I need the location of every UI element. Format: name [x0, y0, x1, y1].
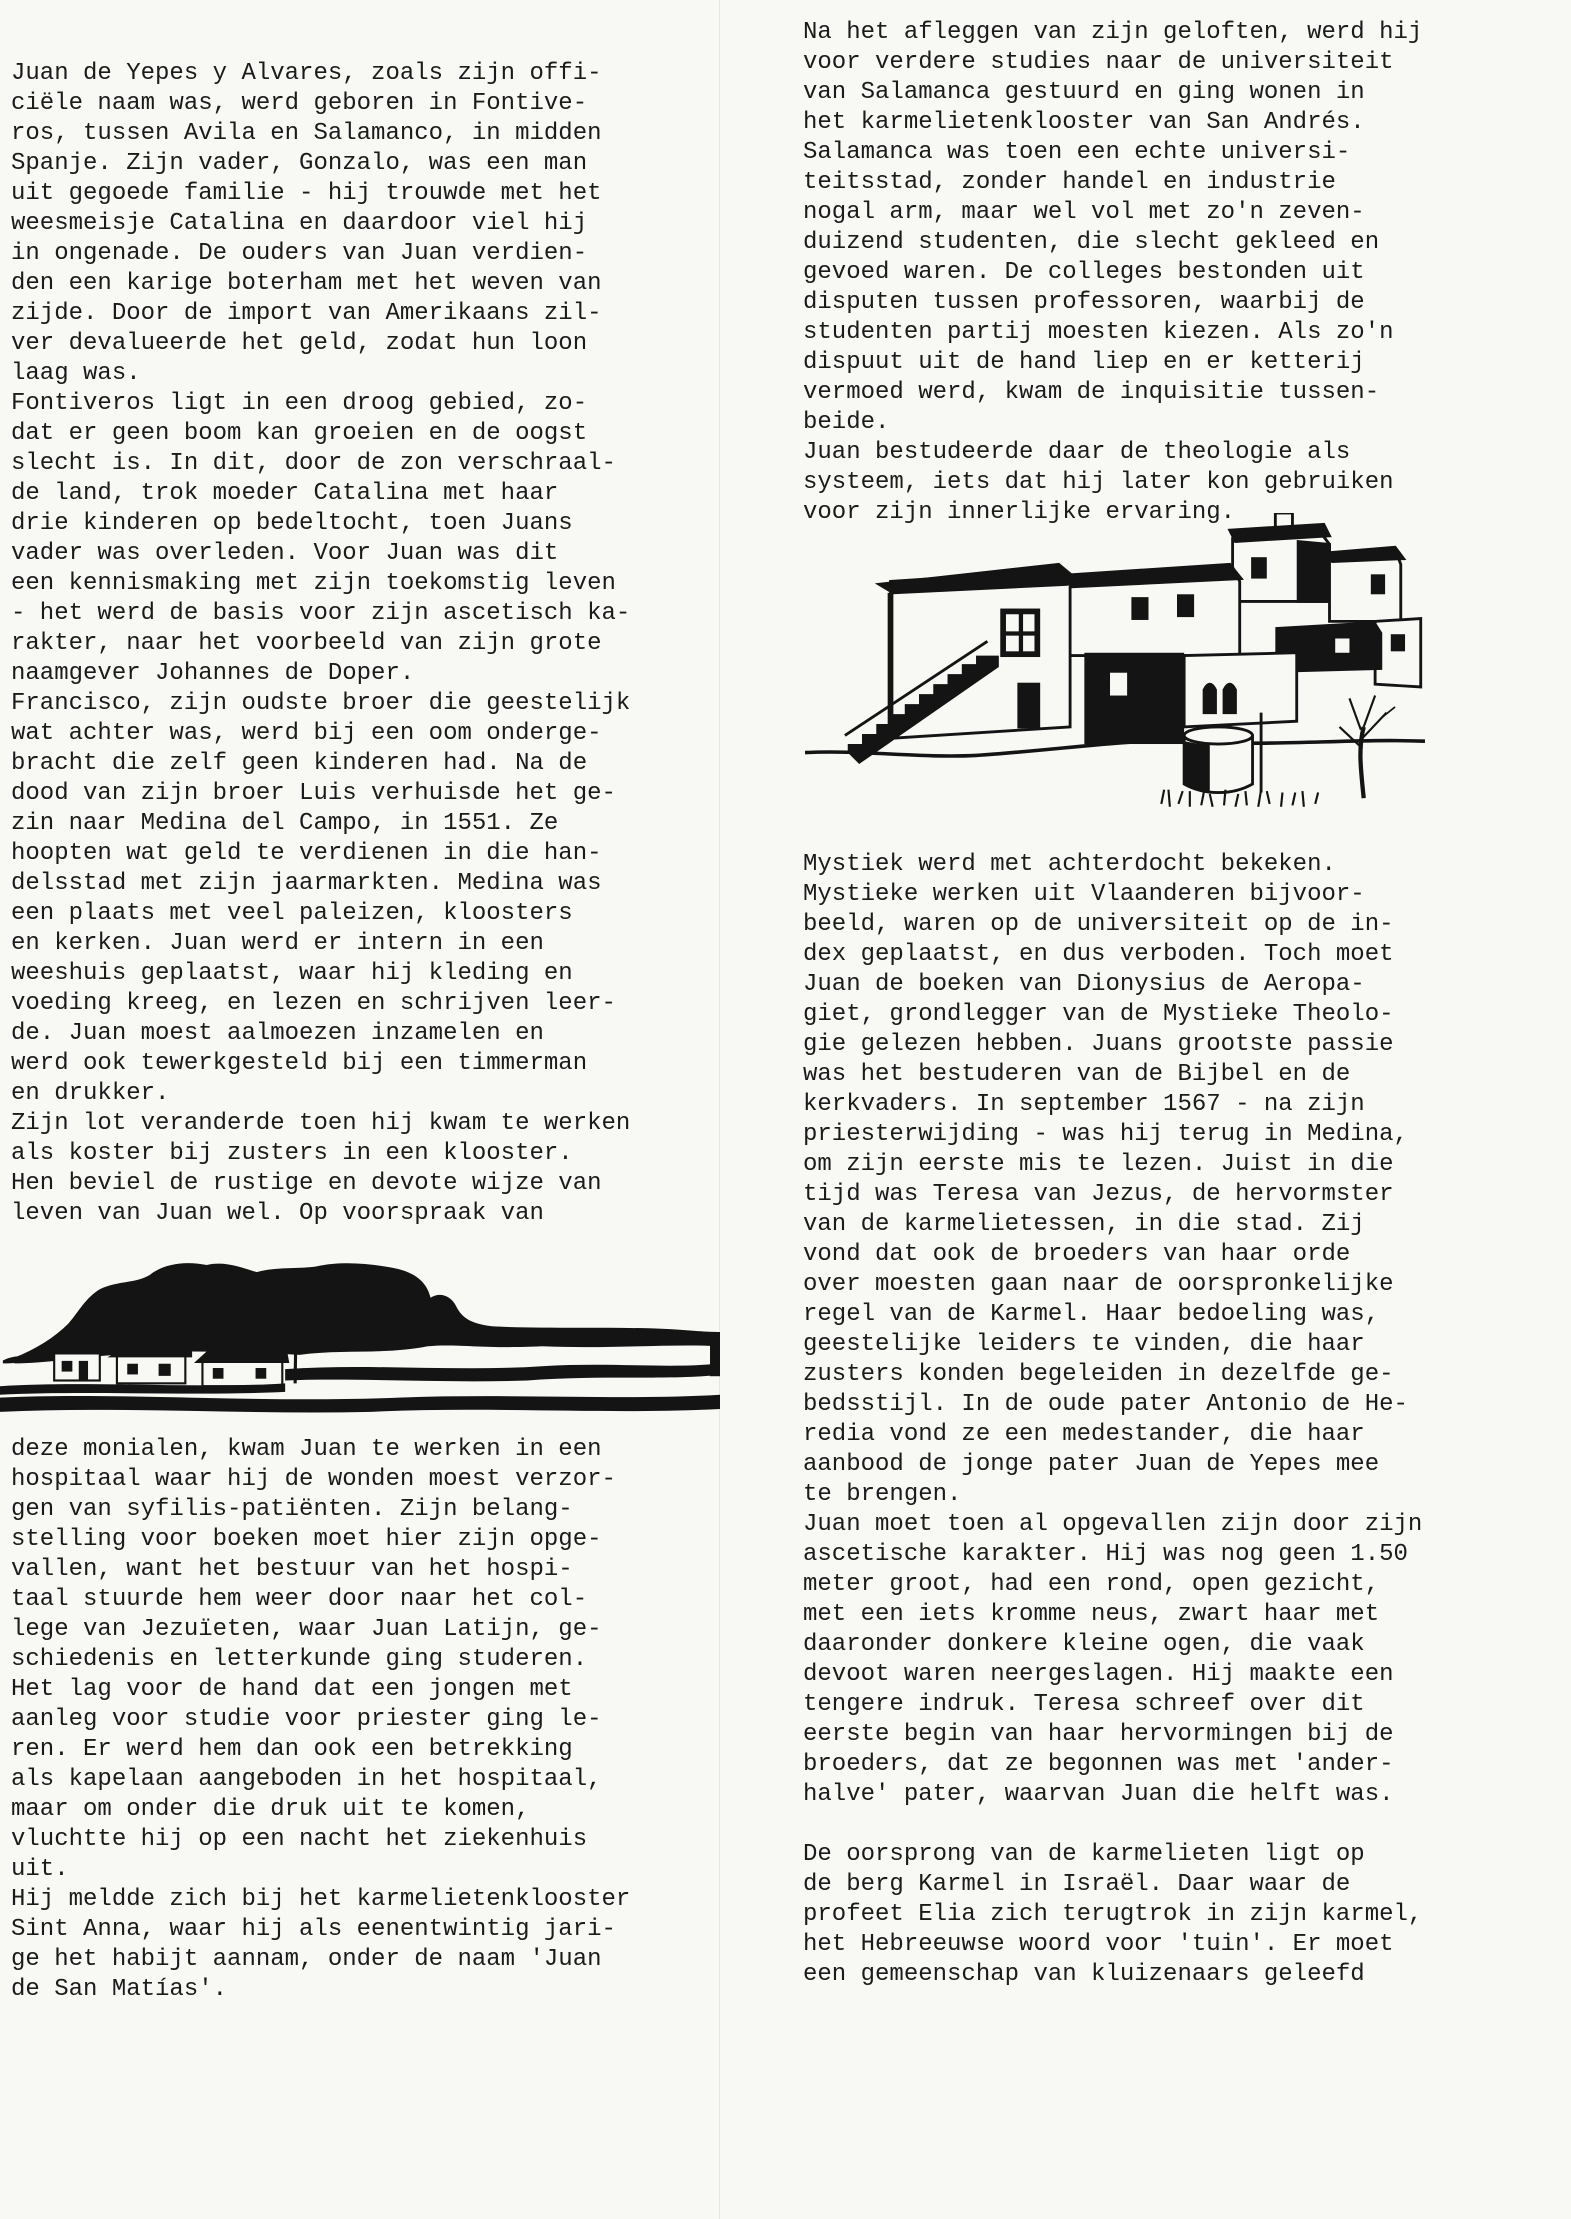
ground-line: [805, 741, 1425, 756]
page-fold-line: [719, 0, 720, 2219]
right-column-line: geestelijke leiders te vinden, die haar: [803, 1331, 1365, 1358]
right-column-line: was het bestuderen van de Bijbel en de: [803, 1061, 1351, 1088]
right-column-line: eerste begin van haar hervormingen bij de: [803, 1721, 1394, 1748]
right-column-line: regel van de Karmel. Haar bedoeling was,: [803, 1301, 1380, 1328]
right-column-line: ascetische karakter. Hij was nog geen 1.50: [803, 1541, 1408, 1568]
village-landscape-illustration: [0, 1255, 720, 1419]
right-column-line: systeem, iets dat hij later kon gebruiken: [803, 469, 1394, 496]
right-column-line: aanbood de jonge pater Juan de Yepes mee: [803, 1451, 1380, 1478]
left-column-line: Sint Anna, waar hij als eenentwintig jari-: [11, 1916, 616, 1943]
left-column-line: uit.: [11, 1856, 69, 1883]
right-column-line: de berg Karmel in Israël. Daar waar de: [803, 1871, 1351, 1898]
right-column-line: tengere indruk. Teresa schreef over dit: [803, 1691, 1365, 1718]
left-column-line: bracht die zelf geen kinderen had. Na de: [11, 750, 588, 777]
right-column-line: vermoed werd, kwam de inquisitie tussen-: [803, 379, 1380, 406]
right-column-line: Juan de boeken van Dionysius de Aeropa-: [803, 971, 1365, 998]
arched-building: [1184, 653, 1297, 727]
right-column-line: De oorsprong van de karmelieten ligt op: [803, 1841, 1365, 1868]
left-column-line: schiedenis en letterkunde ging studeren.: [11, 1646, 588, 1673]
left-column-line: ren. Er werd hem dan ook een betrekking: [11, 1736, 573, 1763]
right-column-line: van de karmelietessen, in die stad. Zij: [803, 1211, 1365, 1238]
right-column-line: om zijn eerste mis te lezen. Juist in die: [803, 1151, 1394, 1178]
left-column-line: wat achter was, werd bij een oom onderge-: [11, 720, 602, 747]
right-column-line: teitsstad, zonder handel en industrie: [803, 169, 1336, 196]
hill-silhouette: [3, 1263, 720, 1363]
right-column-line: kerkvaders. In september 1567 - na zijn: [803, 1091, 1365, 1118]
right-column-middle-text: [803, 850, 1422, 1810]
grass-tufts: [1161, 790, 1318, 807]
left-column-line: lege van Jezuïeten, waar Juan Latijn, ge-: [11, 1616, 602, 1643]
bare-tree: [1339, 696, 1395, 799]
right-column-line: voor verdere studies naar de universiteit: [803, 49, 1394, 76]
left-column-line: rakter, naar het voorbeeld van zijn grote: [11, 630, 602, 657]
left-column-line: vader was overleden. Voor Juan was dit: [11, 540, 559, 567]
left-column-line: ciële naam was, werd geboren in Fontive-: [11, 90, 588, 117]
left-column-line: leven van Juan wel. Op voorspraak van: [11, 1200, 544, 1227]
left-column-line: Het lag voor de hand dat een jongen met: [11, 1676, 573, 1703]
left-column-line: Juan de Yepes y Alvares, zoals zijn offi-: [11, 60, 602, 87]
right-column-line: het Hebreeuwse woord voor 'tuin'. Er moet: [803, 1931, 1394, 1958]
right-column-line: broeders, dat ze begonnen was met 'ander-: [803, 1751, 1394, 1778]
left-column-line: aanleg voor studie voor priester ging le-: [11, 1706, 602, 1733]
right-column-bottom-text: [803, 1840, 1422, 1990]
left-column-line: hospitaal waar hij de wonden moest verzor-: [11, 1466, 616, 1493]
left-column-line: en kerken. Juan werd er intern in een: [11, 930, 544, 957]
left-column-line: ros, tussen Avila en Salamanco, in midden: [11, 120, 602, 147]
right-column-line: van Salamanca gestuurd en ging wonen in: [803, 79, 1365, 106]
right-column-line: redia vond ze een medestander, die haar: [803, 1421, 1365, 1448]
left-column-line: een plaats met veel paleizen, kloosters: [11, 900, 573, 927]
left-column-line: een kennismaking met zijn toekomstig leven: [11, 570, 616, 597]
left-column-line: maar om onder die druk uit te komen,: [11, 1796, 530, 1823]
left-column-line: Francisco, zijn oudste broer die geestelijk: [11, 690, 631, 717]
right-column-line: giet, grondlegger van de Mystieke Theolo-: [803, 1001, 1394, 1028]
right-column-line: Salamanca was toen een echte universi-: [803, 139, 1351, 166]
right-column-line: voor zijn innerlijke ervaring.: [803, 499, 1236, 526]
left-column-line: uit gegoede familie - hij trouwde met het: [11, 180, 602, 207]
right-column-line: zusters konden begeleiden in dezelfde ge-: [803, 1361, 1394, 1388]
left-column-line: vallen, want het bestuur van het hospi-: [11, 1556, 573, 1583]
left-column-line: gen van syfilis-patiënten. Zijn belang-: [11, 1496, 573, 1523]
left-column-line: de San Matías'.: [11, 1976, 228, 2003]
left-column-line: dat er geen boom kan groeien en de oogst: [11, 420, 588, 447]
right-column-line: Juan moet toen al opgevallen zijn door zijn: [803, 1511, 1423, 1538]
right-column-line: bedsstijl. In de oude pater Antonio de He-: [803, 1391, 1408, 1418]
left-column-line: ge het habijt aannam, onder de naam 'Juan: [11, 1946, 602, 1973]
left-column-line: deze monialen, kwam Juan te werken in een: [11, 1436, 602, 1463]
left-column-line: Fontiveros ligt in een droog gebied, zo-: [11, 390, 588, 417]
left-column-line: Hij meldde zich bij het karmelietenklooster: [11, 1886, 631, 1913]
hillside-houses-illustration: [805, 513, 1425, 841]
left-column-line: de. Juan moest aalmoezen inzamelen en: [11, 1020, 544, 1047]
right-column-line: meter groot, had een rond, open gezicht,: [803, 1571, 1380, 1598]
right-column-line: Mystiek werd met achterdocht bekeken.: [803, 851, 1336, 878]
left-column-line: Zijn lot veranderde toen hij kwam te werken: [11, 1110, 631, 1137]
left-column-line: - het werd de basis voor zijn ascetisch ka-: [11, 600, 631, 627]
tree-trunk: [295, 1284, 296, 1384]
right-column-line: nogal arm, maar wel vol met zo'n zeven-: [803, 199, 1365, 226]
left-column-line: slecht is. In dit, door de zon verschraal-: [11, 450, 616, 477]
left-column-line: de land, trok moeder Catalina met haar: [11, 480, 559, 507]
left-column-line: den een karige boterham met het weven van: [11, 270, 602, 297]
right-column-top-text: [803, 18, 1422, 528]
left-column-line: drie kinderen op bedeltocht, toen Juans: [11, 510, 573, 537]
left-column-line: delsstad met zijn jaarmarkten. Medina was: [11, 870, 602, 897]
left-column-top-text: [11, 59, 630, 1229]
right-column-line: Juan bestudeerde daar de theologie als: [803, 439, 1351, 466]
left-column-line: weesmeisje Catalina en daardoor viel hij: [11, 210, 588, 237]
left-column-line: stelling voor boeken moet hier zijn opge-: [11, 1526, 602, 1553]
right-column-line: beeld, waren op de universiteit op de in-: [803, 911, 1394, 938]
right-column-line: een gemeenschap van kluizenaars geleefd: [803, 1961, 1365, 1988]
right-column-line: dex geplaatst, en dus verboden. Toch moet: [803, 941, 1394, 968]
right-column-line: disputen tussen professoren, waarbij de: [803, 289, 1365, 316]
right-column-line: priesterwijding - was hij terug in Medina,: [803, 1121, 1408, 1148]
left-column-line: ver devalueerde het geld, zodat hun loon: [11, 330, 588, 357]
left-column-line: taal stuurde hem weer door naar het col-: [11, 1586, 588, 1613]
left-column-line: laag was.: [11, 360, 141, 387]
right-column-line: gevoed waren. De colleges bestonden uit: [803, 259, 1365, 286]
right-column-line: vond dat ook de broeders van haar orde: [803, 1241, 1351, 1268]
left-column-line: naamgever Johannes de Doper.: [11, 660, 415, 687]
left-column-line: en drukker.: [11, 1080, 170, 1107]
right-column-line: duizend studenten, die slecht gekleed en: [803, 229, 1380, 256]
left-column-line: zin naar Medina del Campo, in 1551. Ze: [11, 810, 559, 837]
left-column-line: als koster bij zusters in een klooster.: [11, 1140, 573, 1167]
left-column-bottom-text: [11, 1435, 630, 2005]
right-column-line: met een iets kromme neus, zwart haar met: [803, 1601, 1380, 1628]
left-column-line: werd ook tewerkgesteld bij een timmerman: [11, 1050, 588, 1077]
left-column-line: Spanje. Zijn vader, Gonzalo, was een man: [11, 150, 588, 177]
left-column-line: weeshuis geplaatst, waar hij kleding en: [11, 960, 573, 987]
left-column-line: voeding kreeg, en lezen en schrijven leer-: [11, 990, 616, 1017]
right-column-line: daaronder donkere kleine ogen, die vaak: [803, 1631, 1365, 1658]
left-column-line: in ongenade. De ouders van Juan verdien-: [11, 240, 588, 267]
right-column-line: tijd was Teresa van Jezus, de hervormster: [803, 1181, 1394, 1208]
left-column-line: Hen beviel de rustige en devote wijze van: [11, 1170, 602, 1197]
right-column-line: over moesten gaan naar de oorspronkelijke: [803, 1271, 1394, 1298]
left-column-line: vluchtte hij op een nacht het ziekenhuis: [11, 1826, 588, 1853]
left-column-line: hoopten wat geld te verdienen in die han-: [11, 840, 602, 867]
left-column-line: dood van zijn broer Luis verhuisde het ge-: [11, 780, 616, 807]
right-column-line: halve' pater, waarvan Juan die helft was.: [803, 1781, 1394, 1808]
right-column-line: gie gelezen hebben. Juans grootste passie: [803, 1031, 1394, 1058]
right-column-line: beide.: [803, 409, 890, 436]
right-column-line: studenten partij moesten kiezen. Als zo'n: [803, 319, 1394, 346]
right-column-line: te brengen.: [803, 1481, 962, 1508]
right-column-line: het karmelietenklooster van San Andrés.: [803, 109, 1365, 136]
left-column-line: als kapelaan aangeboden in het hospitaal,: [11, 1766, 602, 1793]
right-column-line: dispuut uit de hand liep en er ketterij: [803, 349, 1365, 376]
right-column-line: Mystieke werken uit Vlaanderen bijvoor-: [803, 881, 1365, 908]
right-column-line: profeet Elia zich terugtrok in zijn karmel,: [803, 1901, 1423, 1928]
right-column-line: devoot waren neergeslagen. Hij maakte een: [803, 1661, 1394, 1688]
right-column-line: Na het afleggen van zijn geloften, werd hij: [803, 19, 1423, 46]
left-column-line: zijde. Door de import van Amerikaans zil-: [11, 300, 602, 327]
